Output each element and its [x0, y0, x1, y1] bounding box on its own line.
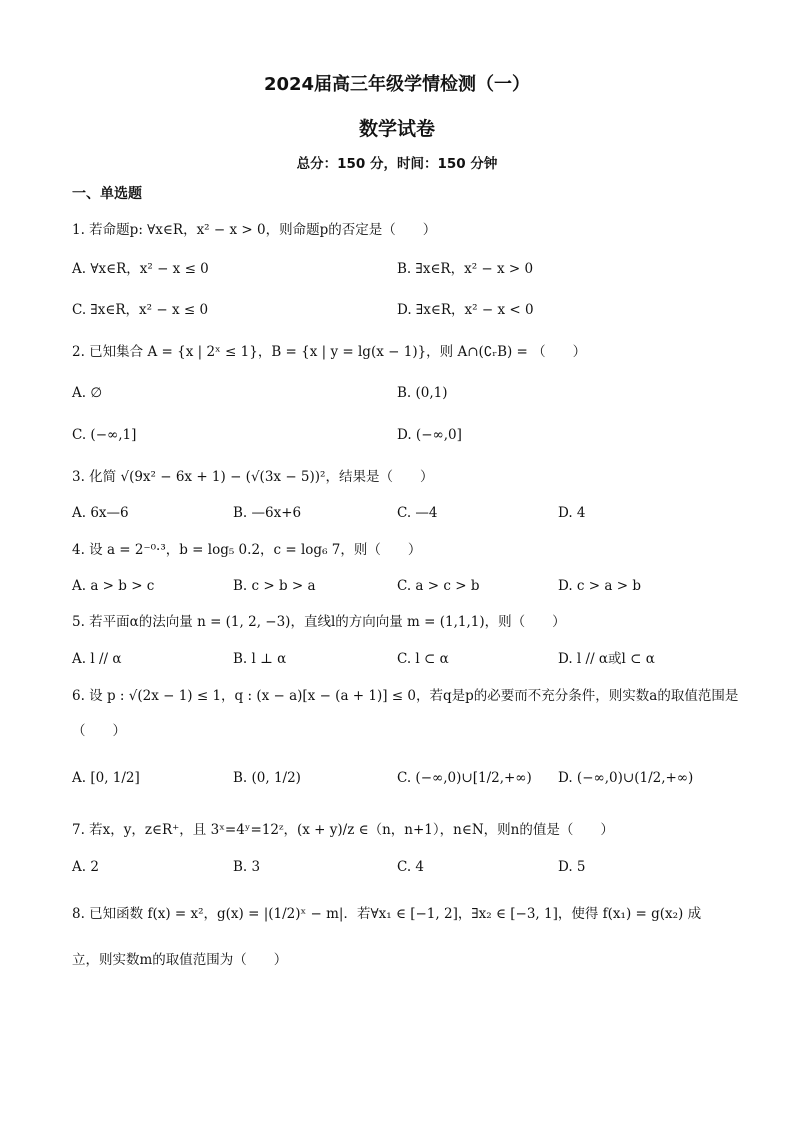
question-6-stem-continued: （ ）: [72, 723, 126, 739]
question-2-stem: 2. 已知集合 A = {x | 2ˣ ≤ 1}，B = {x | y = lg(x − 1)}，则 A∩(∁ᵣB) = （ ）: [72, 344, 587, 360]
question-7-option-d: D. 5: [558, 859, 586, 875]
question-1-option-d: D. ∃x∈R，x² − x < 0: [397, 302, 534, 318]
question-4-option-c: C. a > c > b: [397, 578, 480, 594]
question-6-option-c: C. (−∞,0)∪[1/2,+∞): [397, 770, 532, 786]
question-8-stem-continued: 立，则实数m的取值范围为（ ）: [72, 952, 288, 968]
question-2-option-b: B. (0,1): [397, 385, 448, 401]
question-1-option-c: C. ∃x∈R，x² − x ≤ 0: [72, 302, 209, 318]
question-7-stem: 7. 若x，y，z∈R⁺，且 3ˣ=4ʸ=12ᶻ，(x + y)/z ∈（n，n+1），n∈N，则n的值是（ ）: [72, 822, 614, 838]
question-5-option-d: D. l // α或l ⊂ α: [558, 651, 655, 667]
question-4-option-b: B. c > b > a: [233, 578, 316, 594]
section-heading: 一、单选题: [72, 186, 142, 202]
question-4-option-a: A. a > b > c: [72, 578, 155, 594]
question-8-stem: 8. 已知函数 f(x) = x²，g(x) = |(1/2)ˣ − m|．若∀x₁ ∈ [−1, 2]，∃x₂ ∈ [−3, 1]，使得 f(x₁) = g(x₂) 成: [72, 906, 702, 922]
question-1-stem: 1. 若命题p: ∀x∈R，x² − x > 0，则命题p的否定是（ ）: [72, 222, 437, 238]
question-3-stem: 3. 化简 √(9x² − 6x + 1) − (√(3x − 5))²，结果是（ ）: [72, 469, 434, 485]
question-6-stem: 6. 设 p : √(2x − 1) ≤ 1，q : (x − a)[x − (a + 1)] ≤ 0，若q是p的必要而不充分条件，则实数a的取值范围是: [72, 688, 739, 704]
subject-title: 数学试卷: [358, 118, 435, 140]
exam-title: 2024届高三年级学情检测（一）: [263, 74, 531, 95]
question-2-option-d: D. (−∞,0]: [397, 427, 462, 443]
question-6-option-b: B. (0, 1/2): [233, 770, 301, 786]
question-6-option-a: A. [0, 1/2]: [72, 770, 140, 786]
question-3-option-c: C. —4: [397, 505, 438, 521]
question-7-option-a: A. 2: [72, 859, 99, 875]
question-4-option-d: D. c > a > b: [558, 578, 641, 594]
question-3-option-d: D. 4: [558, 505, 586, 521]
question-5-option-a: A. l // α: [72, 651, 122, 667]
exam-info: 总分：150 分，时间：150 分钟: [296, 156, 498, 172]
question-3-option-b: B. —6x+6: [233, 505, 302, 521]
question-2-option-c: C. (−∞,1]: [72, 427, 137, 443]
question-4-stem: 4. 设 a = 2⁻⁰·³，b = log₅ 0.2，c = log₆ 7，则（ ）: [72, 542, 422, 558]
question-2-option-a: A. ∅: [72, 385, 103, 401]
question-5-stem: 5. 若平面α的法向量 n = (1, 2, −3)，直线l的方向向量 m = (1,1,1)，则（ ）: [72, 614, 566, 630]
question-1-option-a: A. ∀x∈R，x² − x ≤ 0: [72, 261, 209, 277]
question-1-option-b: B. ∃x∈R，x² − x > 0: [397, 261, 534, 277]
question-3-option-a: A. 6x—6: [72, 505, 129, 521]
question-5-option-c: C. l ⊂ α: [397, 651, 449, 667]
question-6-option-d: D. (−∞,0)∪(1/2,+∞): [558, 770, 694, 786]
question-7-option-b: B. 3: [233, 859, 261, 875]
question-5-option-b: B. l ⊥ α: [233, 651, 287, 667]
question-7-option-c: C. 4: [397, 859, 425, 875]
